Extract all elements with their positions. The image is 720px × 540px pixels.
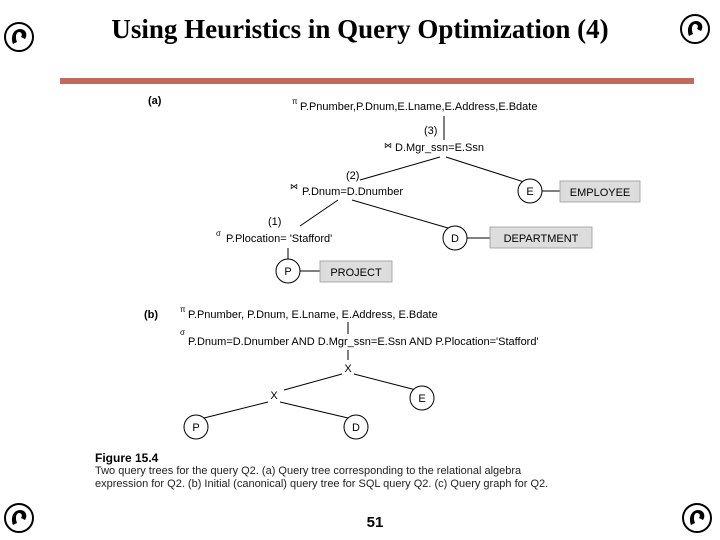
- projection-symbol: π: [180, 305, 186, 314]
- part-a-label: (a): [148, 95, 162, 107]
- edge-product-top-e: [354, 374, 416, 390]
- edge-product-left-d: [280, 402, 348, 418]
- page-number: 51: [366, 514, 384, 531]
- slide-title: Using Heuristics in Query Optimization (4): [111, 14, 609, 44]
- edge-join3-employee: [446, 157, 524, 182]
- join3-label: D.Mgr_ssn=E.Ssn: [395, 142, 484, 154]
- edge-join3-join2: [360, 157, 440, 180]
- selection-b-label: P.Dnum=D.Dnumber AND D.Mgr_ssn=E.Ssn AND P.Plocation='Stafford': [188, 336, 539, 348]
- join-symbol: ⋈: [290, 182, 298, 191]
- projection-b-label: P.Pnumber, P.Dnum, E.Lname, E.Address, E.Bdate: [188, 309, 438, 321]
- leaf-e-label: E: [526, 186, 534, 198]
- root-projection-label: P.Pnumber,P.Dnum,E.Lname,E.Address,E.Bdate: [300, 101, 538, 113]
- caption-line-1: Two query trees for the query Q2. (a) Query tree corresponding to the relational algebra: [95, 465, 522, 477]
- edge-product-left-p: [204, 402, 268, 418]
- leaf-p-b-label: P: [192, 422, 200, 434]
- select-symbol: σ: [216, 229, 221, 238]
- select-symbol: σ: [180, 328, 185, 337]
- leaf-d-label: D: [451, 233, 459, 245]
- table-employee-label: EMPLOYEE: [569, 187, 631, 199]
- join-symbol: ⋈: [384, 141, 392, 150]
- select1-label: P.Plocation= 'Stafford': [226, 233, 333, 245]
- projection-symbol: π: [292, 97, 298, 106]
- table-project-label: PROJECT: [330, 267, 382, 279]
- part-b-label: (b): [144, 309, 159, 321]
- caption-line-2: expression for Q2. (b) Initial (canonical) query tree for SQL query Q2. (c) Query graph for Q2.: [95, 478, 549, 490]
- figure-label: Figure 15.4: [95, 451, 159, 465]
- table-department-label: DEPARTMENT: [503, 233, 579, 245]
- leaf-p-label: P: [284, 266, 292, 278]
- step-2-label: (2): [346, 170, 360, 182]
- edge-product-top-left: [284, 374, 342, 390]
- edge-join2-select: [300, 200, 338, 226]
- leaf-d-b-label: D: [352, 422, 360, 434]
- figure-caption: [95, 452, 655, 491]
- join2-label: P.Dnum=D.Dnumber: [302, 186, 403, 198]
- edge-join2-department: [352, 200, 448, 228]
- step-1-label: (1): [268, 216, 282, 228]
- product-left-label: X: [270, 390, 278, 402]
- product-top-label: X: [344, 363, 352, 375]
- leaf-e-b-label: E: [418, 393, 426, 405]
- step-3-label: (3): [424, 125, 438, 137]
